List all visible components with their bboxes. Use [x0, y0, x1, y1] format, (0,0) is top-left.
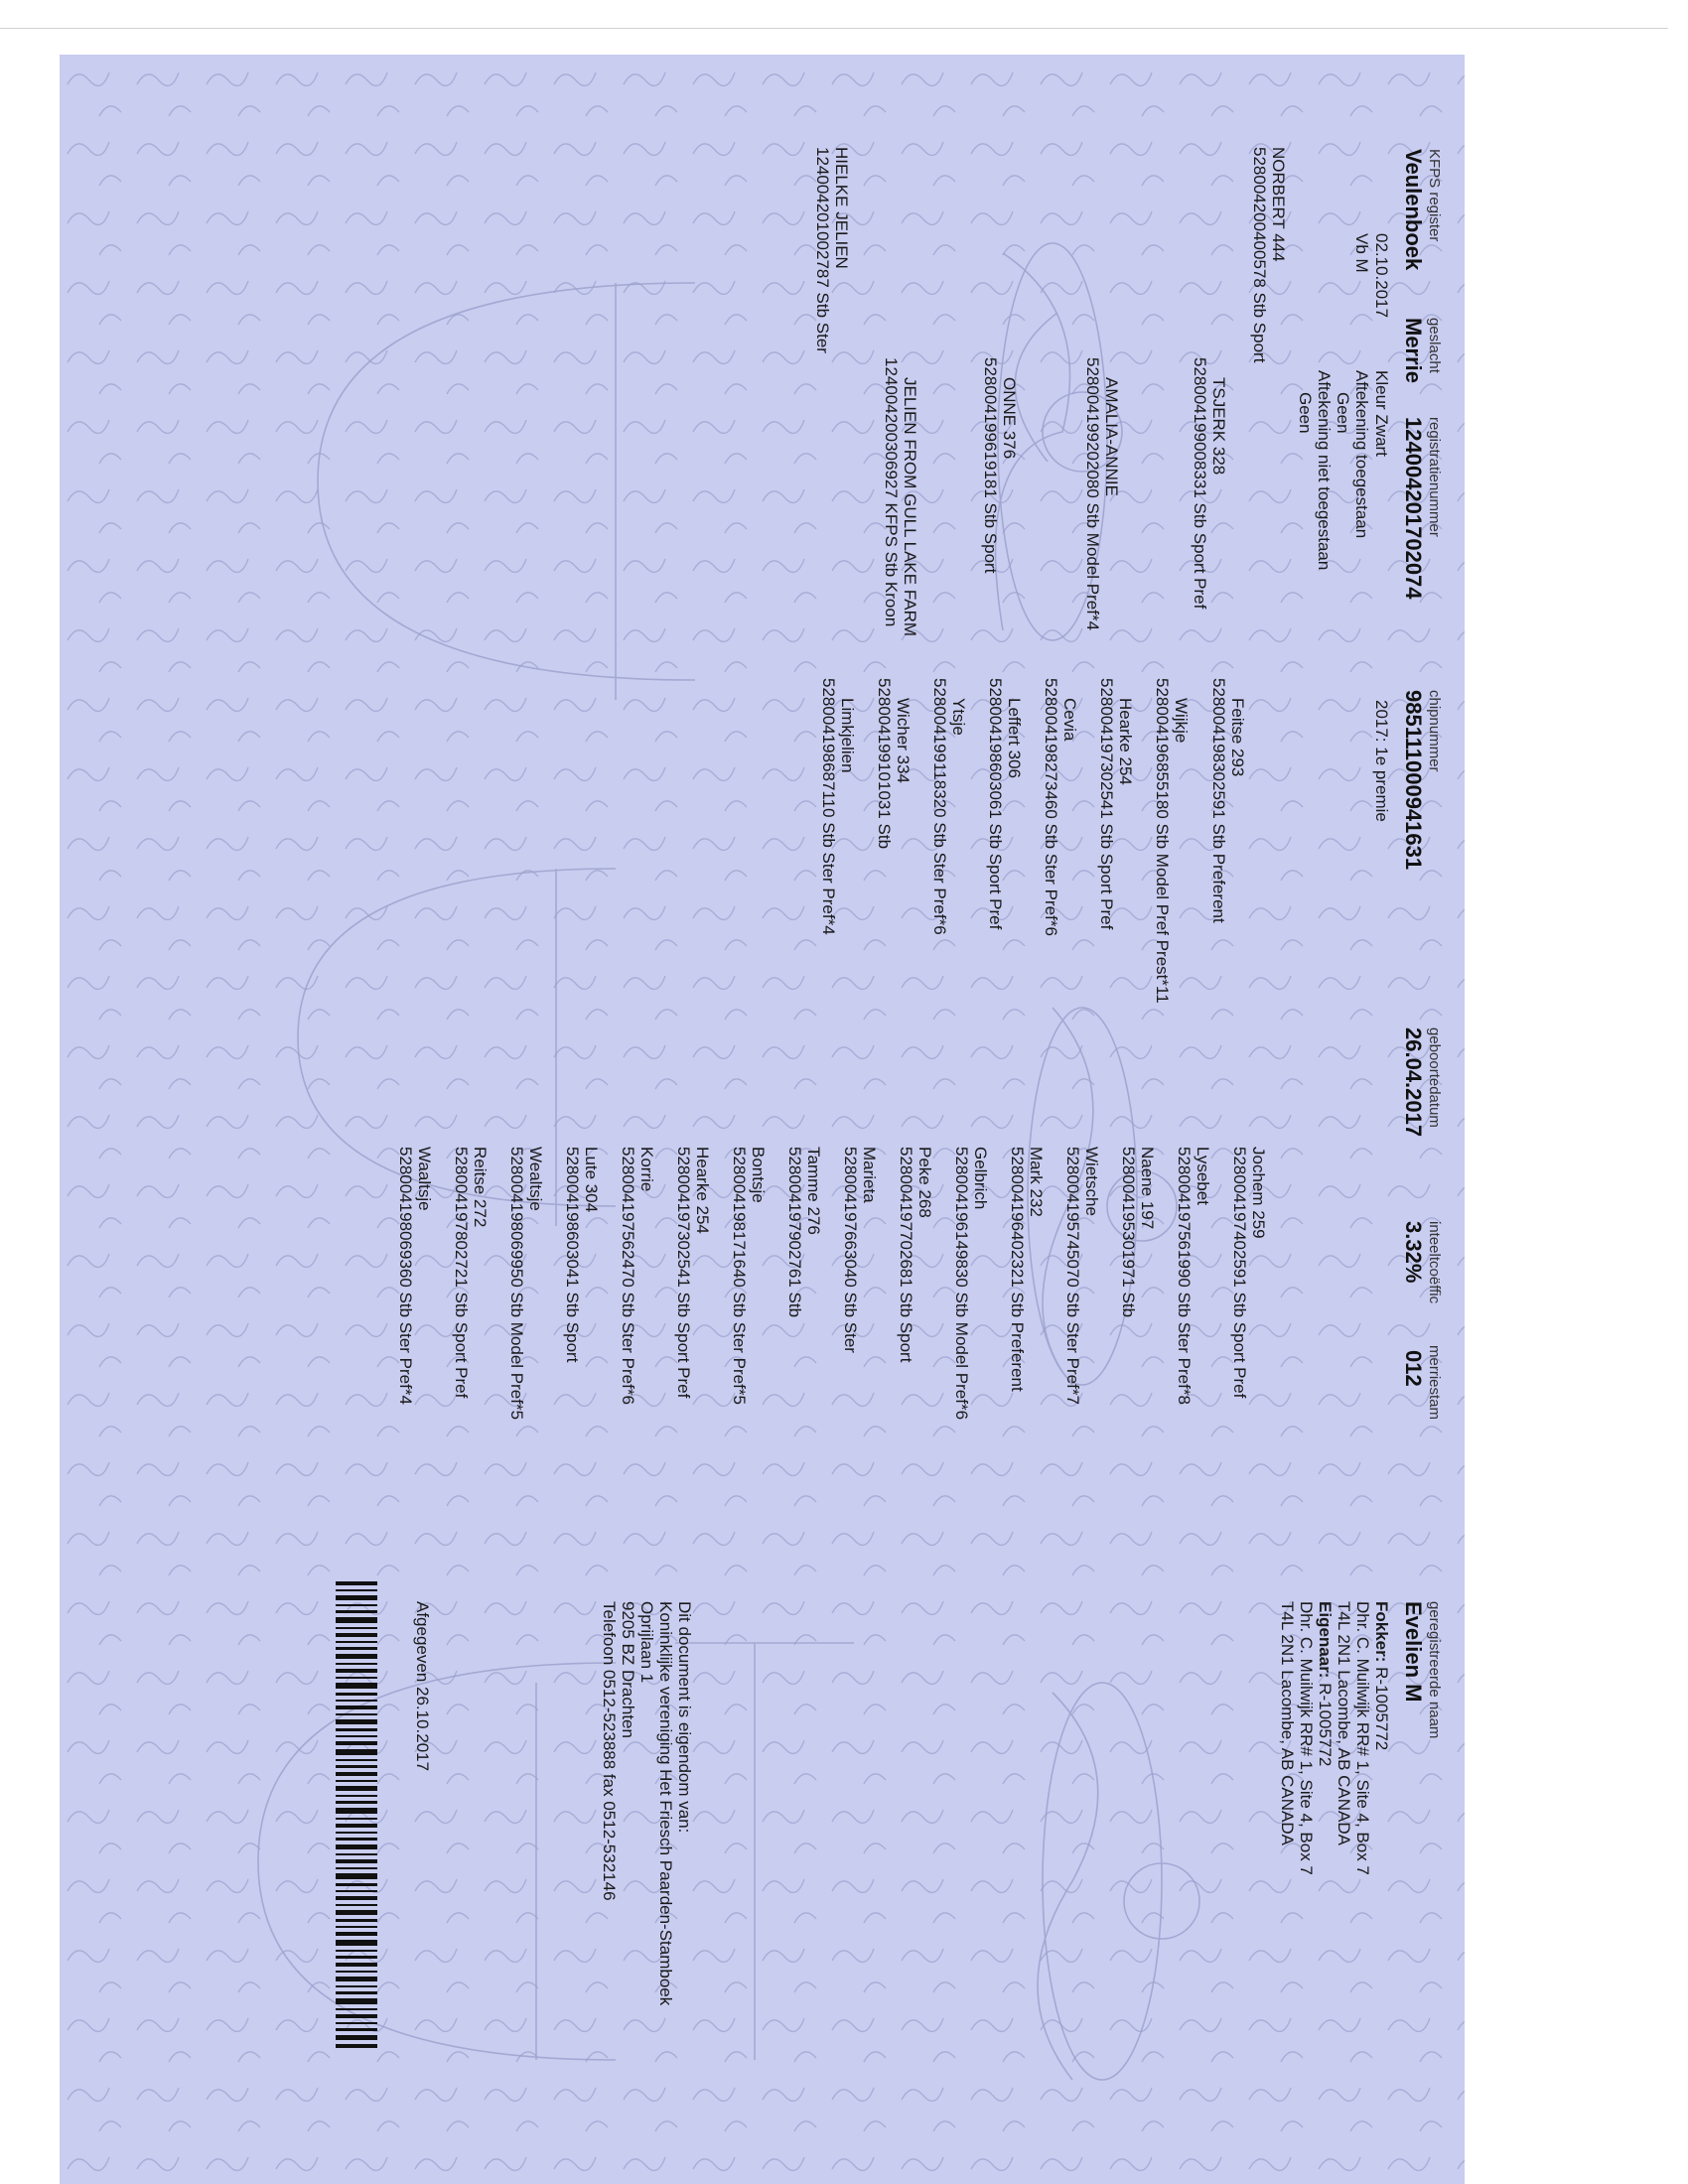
chip-value: 985111000941631 — [1401, 690, 1426, 871]
gen3-id: 528004199101031 Stb — [875, 678, 894, 850]
gen3-id: 528004198302591 Stb Preferent — [1209, 678, 1228, 923]
gen3-id: 528004198603061 Stb Sport Pref — [986, 678, 1005, 930]
ownership-note: Dit document is eigendom van: — [675, 1601, 694, 1834]
issue-date: Afgegeven 26.10.2017 — [413, 1601, 432, 1772]
gen4-name: Lute 304 — [582, 1147, 601, 1213]
gen3-id: 528004196855180 Stb Model Pref Prest*11 — [1153, 678, 1172, 1004]
gen3-name: Limkjelien — [838, 698, 857, 773]
gen4-id: 528004197302541 Stb Sport Pref — [674, 1147, 693, 1399]
sex-value: Merrie — [1401, 318, 1426, 384]
gen4-name: Naene 197 — [1138, 1147, 1157, 1230]
marking-notallowed-value: Geen — [1296, 392, 1315, 434]
chip-label: chipnummer — [1426, 690, 1443, 772]
birthdate-label: geboortedatum — [1426, 1027, 1443, 1128]
gen4-id: 528004198069950 Stb Model Pref*5 — [507, 1147, 526, 1421]
sire-sire-id: 528004199008331 Stb Sport Pref — [1191, 357, 1209, 610]
gen4-name: Bontsje — [749, 1147, 768, 1203]
gen4-id: 528004196149830 Stb Model Pref*6 — [952, 1147, 971, 1421]
sire-dam-id: 528004199202080 Stb Model Pref*4 — [1083, 357, 1102, 631]
pedigree-certificate — [60, 55, 1465, 2184]
owner-label: Eigenaar: — [1316, 1601, 1335, 1679]
gen3-id: 528004197302541 Stb Sport Pref — [1097, 678, 1116, 930]
gen3-name: Hearke 254 — [1116, 698, 1135, 785]
owner-line — [1317, 1601, 1334, 1766]
gen4-name: Tamme 276 — [804, 1147, 823, 1235]
gen4-id: 528004197802721 Stb Sport Pref — [452, 1147, 471, 1399]
sire-name: NORBERT 444 — [1269, 147, 1288, 262]
register-value: Veulenboek — [1401, 149, 1426, 271]
gen4-name: Waaltsje — [415, 1147, 434, 1211]
gen4-name: Wealtsje — [526, 1147, 545, 1211]
marking-allowed-value: Geen — [1334, 392, 1352, 434]
inbreeding-label: inteeltcoëffic — [1426, 1221, 1443, 1304]
sex-label: geslacht — [1426, 318, 1443, 373]
gen4-name: Korrie — [637, 1147, 656, 1192]
gen4-name: Gelbrich — [971, 1147, 990, 1210]
gen4-name: Peke 268 — [915, 1147, 934, 1218]
gen3-name: Leffert 306 — [1005, 698, 1024, 778]
gen4-name: Wietsche — [1082, 1147, 1101, 1216]
dam-dam-name: JELIEN FROM GULL LAKE FARM — [901, 377, 919, 637]
premium-field: 2017: 1e premie — [1372, 700, 1391, 822]
sire-dam-name: AMALIA-ANNIE — [1102, 377, 1121, 496]
record-code: Vb M — [1352, 233, 1371, 273]
organization-name: Koninklijke vereniging Het Friesch Paarden-Stamboek — [656, 1601, 675, 2006]
gen4-id: 528004197702681 Stb Sport — [897, 1147, 915, 1363]
gen4-name: Mark 232 — [1027, 1147, 1046, 1217]
gen4-id: 528004198069360 Stb Ster Pref*4 — [396, 1147, 415, 1405]
gen4-id: 528004195301971 Stb — [1119, 1147, 1138, 1318]
gen3-id: 528004198273460 Stb Ster Pref*6 — [1042, 678, 1060, 936]
gen4-id: 528004197402591 Stb Sport Pref — [1230, 1147, 1249, 1399]
birthdate-value: 26.04.2017 — [1401, 1027, 1426, 1138]
dam-sire-id: 528004199619181 Stb Sport — [981, 357, 1000, 574]
record-date: 02.10.2017 — [1372, 233, 1391, 319]
breeder-address: Dhr. C. Muilwijk RR# 1, Site 4, Box 7 — [1353, 1601, 1372, 1875]
gen4-name: Marieta — [860, 1147, 879, 1203]
gen3-name: Wijkje — [1172, 698, 1191, 744]
breeder-number: R-1005772 — [1372, 1662, 1391, 1751]
regnum-value: 124004201702074 — [1401, 417, 1426, 600]
dam-id: 124004201002787 Stb Ster — [813, 147, 832, 353]
gen4-id: 528004198171640 Stb Ster Pref*5 — [730, 1147, 749, 1405]
gen4-id: 528004197561990 Stb Ster Pref*8 — [1175, 1147, 1194, 1405]
gen4-name: Jochem 259 — [1249, 1147, 1268, 1239]
top-rule — [0, 28, 1668, 29]
gen4-name: Reitse 272 — [471, 1147, 490, 1228]
gen3-id: 528004198687110 Stb Ster Pref*4 — [819, 678, 838, 935]
dam-sire-name: ONNE 376 — [1000, 377, 1019, 460]
gen3-name: Cevia — [1060, 698, 1079, 742]
owner-address: Dhr. C. Muilwijk RR# 1, Site 4, Box 7 — [1297, 1601, 1316, 1875]
gen4-name: Lysebet — [1194, 1147, 1212, 1205]
marking-allowed-label: Aftekening toegestaan — [1352, 370, 1371, 539]
gen3-name: Ytsje — [949, 698, 968, 736]
gen4-id: 528004196402321 Stb Preferent — [1008, 1147, 1027, 1392]
gen4-id: 528004197663040 Stb Ster — [841, 1147, 860, 1353]
breeder-label: Fokker: — [1372, 1601, 1391, 1663]
name-label: geregistreerde naam — [1426, 1601, 1443, 1739]
gen3-name: Wicher 334 — [894, 698, 913, 783]
gen4-name: Hearke 254 — [693, 1147, 712, 1234]
owner-number: R-1005772 — [1316, 1678, 1335, 1767]
gen3-name: Feitse 293 — [1228, 698, 1247, 777]
gen4-id: 528004198603041 Stb Sport — [563, 1147, 582, 1363]
watermark-pattern — [60, 55, 1465, 2184]
gen3-id: 528004199118320 Stb Ster Pref*6 — [930, 678, 949, 935]
sire-id: 528004200400578 Stb Sport — [1250, 147, 1269, 363]
color-field: Kleur Zwart — [1372, 370, 1391, 457]
gen4-id: 528004197562470 Stb Ster Pref*6 — [619, 1147, 637, 1405]
dam-dam-id: 124004200306927 KFPS Stb Kroon — [882, 357, 901, 627]
name-value: Evelien M — [1401, 1601, 1426, 1703]
register-label: KFPS register — [1426, 149, 1443, 242]
regnum-label: registratienummer — [1426, 417, 1443, 537]
organization-city: 9205 BZ Drachten — [619, 1601, 637, 1738]
owner-city: T4L 2N1 Lacombe, AB CANADA — [1278, 1601, 1297, 1845]
barcode — [336, 1581, 377, 2048]
dam-name: HIELKE JELIEN — [832, 147, 851, 269]
organization-phone: Telefoon 0512-523888 fax 0512-532146 — [600, 1601, 619, 1901]
breeder-city: T4L 2N1 Lacombe, AB CANADA — [1335, 1601, 1353, 1845]
breeder-line — [1373, 1601, 1390, 1750]
marking-notallowed-label: Aftekening niet toegestaan — [1315, 370, 1334, 571]
gen4-id: 528004195745070 Stb Ster Pref*7 — [1063, 1147, 1082, 1405]
organization-street: Oprijlaan 1 — [637, 1601, 656, 1684]
sire-sire-name: TSJERK 328 — [1209, 377, 1228, 476]
damline-label: merriestam — [1426, 1345, 1443, 1421]
gen4-id: 528004197902761 Stb — [785, 1147, 804, 1318]
damline-value: 012 — [1401, 1350, 1426, 1387]
inbreeding-value: 3.32% — [1401, 1221, 1426, 1284]
